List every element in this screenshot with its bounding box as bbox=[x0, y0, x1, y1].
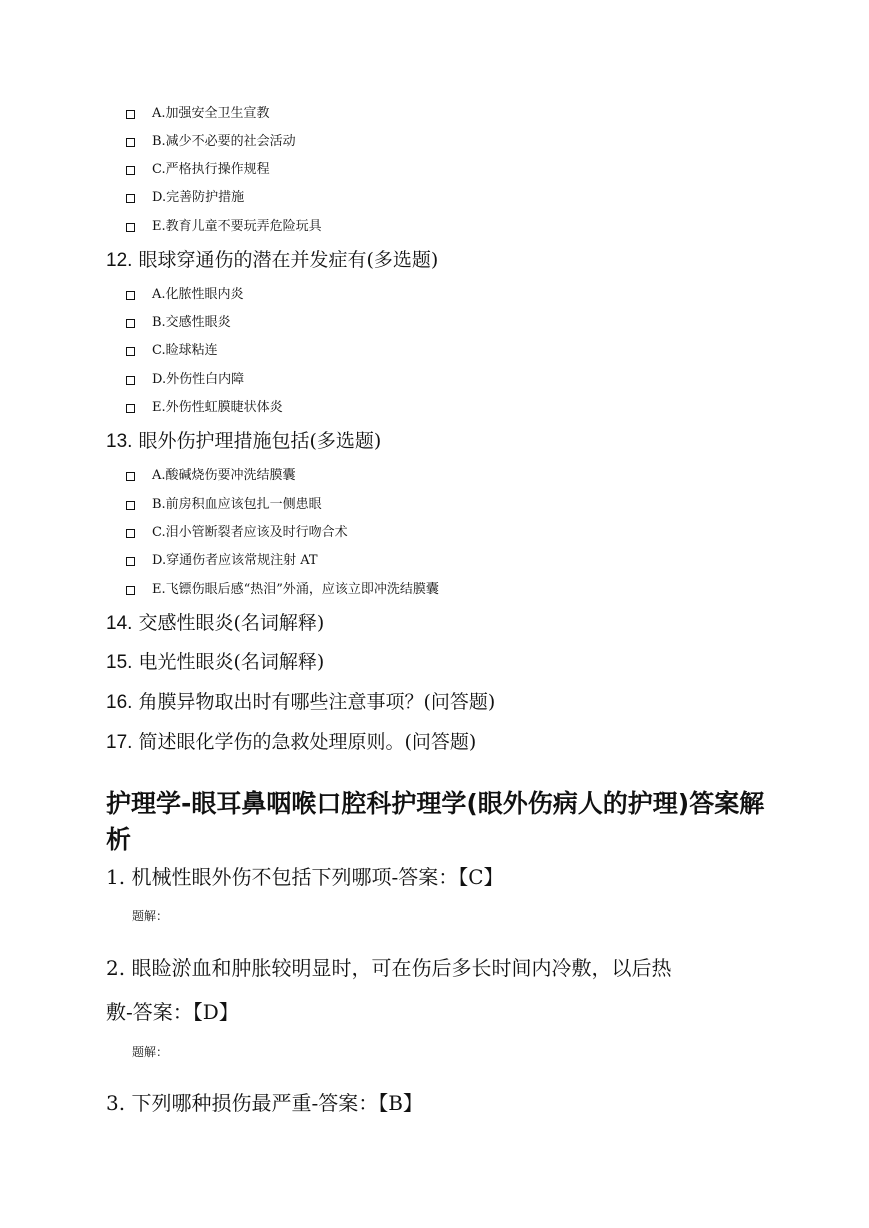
checkbox[interactable] bbox=[126, 501, 135, 510]
q12-option-e[interactable] bbox=[126, 397, 283, 419]
q11-option-b[interactable] bbox=[126, 131, 296, 153]
q12-option-d[interactable] bbox=[126, 369, 244, 391]
option-label: A.化脓性眼内炎 bbox=[152, 287, 244, 302]
q12-option-a[interactable] bbox=[126, 284, 244, 306]
option-label: D.穿通伤者应该常规注射 AT bbox=[152, 553, 318, 568]
option-label: C.严格执行操作规程 bbox=[152, 162, 270, 177]
option-label: B.前房积血应该包扎一侧患眼 bbox=[152, 497, 322, 512]
checkbox[interactable] bbox=[126, 347, 135, 356]
checkbox[interactable] bbox=[126, 404, 135, 413]
question-12 bbox=[106, 246, 438, 275]
q11-option-a[interactable] bbox=[126, 103, 270, 125]
question-number: 14. bbox=[106, 613, 133, 634]
q13-option-b[interactable] bbox=[126, 494, 322, 516]
option-label: C.泪小管断裂者应该及时行吻合术 bbox=[152, 525, 348, 540]
option-label: C.睑球粘连 bbox=[152, 343, 218, 358]
checkbox[interactable] bbox=[126, 166, 135, 175]
answer-3: 3. 下列哪种损伤最严重-答案：【B】 bbox=[106, 1091, 423, 1115]
option-label: D.外伤性白内障 bbox=[152, 372, 245, 387]
checkbox[interactable] bbox=[126, 472, 135, 481]
q13-option-e[interactable] bbox=[126, 579, 439, 601]
checkbox[interactable] bbox=[126, 586, 135, 595]
question-number: 15. bbox=[106, 652, 133, 673]
option-label: E.教育儿童不要玩弄危险玩具 bbox=[152, 219, 322, 234]
checkbox[interactable] bbox=[126, 529, 135, 538]
question-text: 角膜异物取出时有哪些注意事项？(问答题) bbox=[138, 691, 496, 713]
question-17 bbox=[106, 728, 476, 757]
q11-option-e[interactable] bbox=[126, 216, 322, 238]
checkbox[interactable] bbox=[126, 138, 135, 147]
answer-section-title: 护理学-眼耳鼻咽喉口腔科护理学(眼外伤病人的护理)答案解析 bbox=[106, 789, 765, 854]
answer-2-line2: 敷-答案：【D】 bbox=[106, 1000, 239, 1024]
question-number: 13. bbox=[106, 431, 133, 452]
question-number: 12. bbox=[106, 250, 133, 271]
option-label: E.飞镖伤眼后感“热泪”外涌，应该立即冲洗结膜囊 bbox=[152, 582, 439, 597]
checkbox[interactable] bbox=[126, 110, 135, 119]
option-label: B.交感性眼炎 bbox=[152, 315, 231, 330]
question-text: 眼球穿通伤的潜在并发症有(多选题) bbox=[138, 249, 439, 271]
checkbox[interactable] bbox=[126, 319, 135, 328]
question-text: 电光性眼炎(名词解释) bbox=[138, 651, 325, 673]
q13-option-a[interactable] bbox=[126, 465, 296, 487]
checkbox[interactable] bbox=[126, 376, 135, 385]
checkbox[interactable] bbox=[126, 557, 135, 566]
q13-option-d[interactable] bbox=[126, 550, 318, 572]
answer-1-explanation: 题解： bbox=[132, 909, 169, 923]
checkbox[interactable] bbox=[126, 223, 135, 232]
question-16 bbox=[106, 688, 495, 717]
q12-option-b[interactable] bbox=[126, 312, 231, 334]
q11-option-d[interactable] bbox=[126, 187, 244, 209]
answer-2-explanation: 题解： bbox=[132, 1045, 169, 1059]
checkbox[interactable] bbox=[126, 194, 135, 203]
option-label: B.减少不必要的社会活动 bbox=[152, 134, 296, 149]
answer-1: 1. 机械性眼外伤不包括下列哪项-答案：【C】 bbox=[106, 865, 504, 889]
question-text: 交感性眼炎(名词解释) bbox=[138, 612, 325, 634]
option-label: A.加强安全卫生宣教 bbox=[152, 106, 270, 121]
q13-option-c[interactable] bbox=[126, 522, 348, 544]
question-text: 简述眼化学伤的急救处理原则。(问答题) bbox=[138, 731, 477, 753]
question-number: 17. bbox=[106, 732, 133, 753]
question-text: 眼外伤护理措施包括(多选题) bbox=[138, 430, 382, 452]
question-15 bbox=[106, 648, 324, 677]
option-label: A.酸碱烧伤要冲洗结膜囊 bbox=[152, 468, 296, 483]
q12-option-c[interactable] bbox=[126, 340, 218, 362]
question-13 bbox=[106, 427, 381, 456]
checkbox[interactable] bbox=[126, 291, 135, 300]
answer-2-line1: 2. 眼睑淤血和肿胀较明显时，可在伤后多长时间内冷敷，以后热 bbox=[106, 956, 672, 980]
question-number: 16. bbox=[106, 692, 133, 713]
q11-option-c[interactable] bbox=[126, 159, 270, 181]
question-14 bbox=[106, 609, 324, 638]
option-label: E.外伤性虹膜睫状体炎 bbox=[152, 400, 283, 415]
option-label: D.完善防护措施 bbox=[152, 190, 245, 205]
